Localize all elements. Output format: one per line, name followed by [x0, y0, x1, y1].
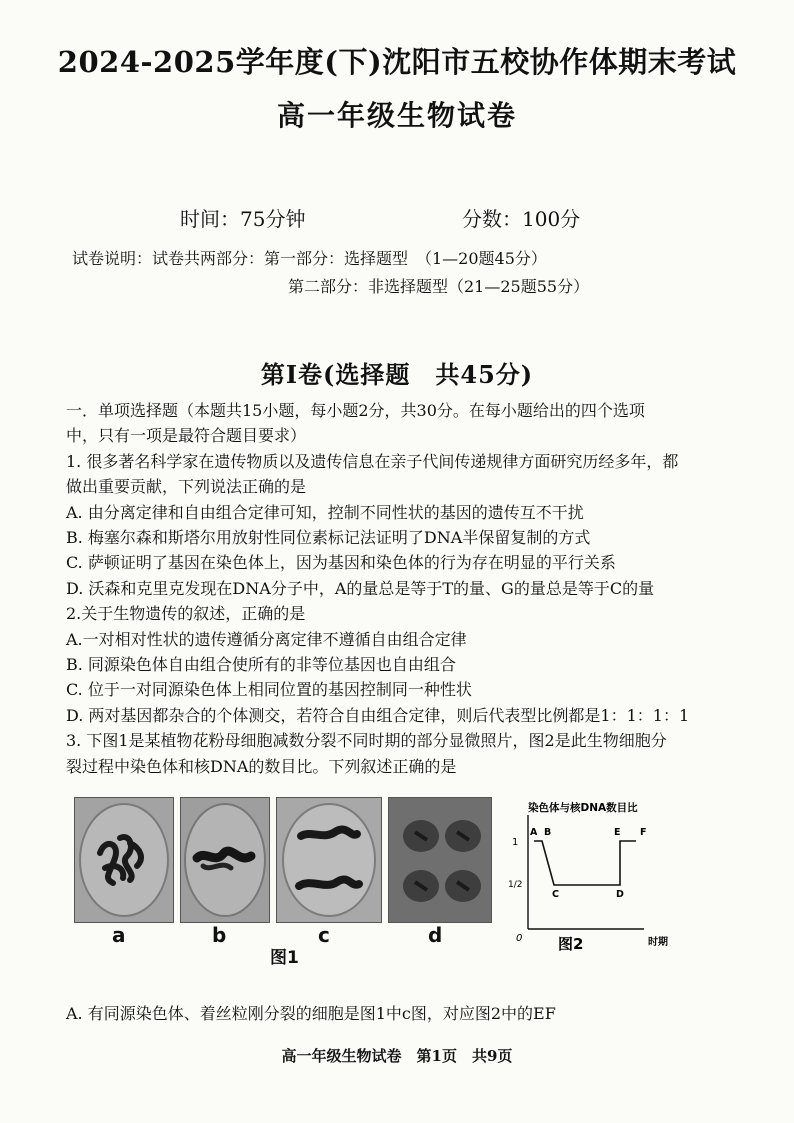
- micrograph-c: [276, 797, 382, 923]
- chart-xlabel: 时期: [648, 937, 668, 948]
- exam-note-line1: 试卷说明：试卷共两部分：第一部分：选择题型 （1—20题45分）: [72, 249, 547, 268]
- chart-origin: 0: [516, 933, 523, 944]
- text-line: 做出重要贡献，下列说法正确的是: [66, 477, 307, 497]
- figure1-caption: 图1: [270, 948, 299, 968]
- chart-series-line: [534, 841, 636, 885]
- text-line: D. 两对基因都杂合的个体测交，若符合自由组合定律，则后代表型比例都是1：1：1：1: [66, 705, 690, 725]
- figure1-label-d: d: [428, 923, 443, 947]
- chart-caption: 图2: [558, 935, 584, 953]
- micrograph-d: [388, 797, 492, 923]
- text-line: 裂过程中染色体和核DNA的数目比。下列叙述正确的是: [66, 756, 457, 776]
- figure1-label-c: c: [318, 923, 330, 947]
- chart-ylabel: 染色体与核DNA数目比: [528, 802, 638, 814]
- text-line: D. 沃森和克里克发现在DNA分子中，A的量总是等于T的量、G的量总是等于C的量: [66, 578, 655, 598]
- chart-y-tick-half: 1/2: [508, 880, 523, 890]
- exam-score: 分数：100分: [462, 207, 581, 231]
- figure1-label-b: b: [212, 923, 227, 947]
- chart-point-label-A: A: [530, 827, 538, 838]
- text-line: 3. 下图1是某植物花粉母细胞减数分裂不同时期的部分显微照片，图2是此生物细胞分: [66, 731, 667, 751]
- micrograph-a: [74, 797, 174, 923]
- text-line: A. 由分离定律和自由组合定律可知，控制不同性状的基因的遗传互不干扰: [66, 502, 584, 522]
- chart-point-label-D: D: [616, 889, 624, 900]
- option-a-line: A. 有同源染色体、着丝粒刚分裂的细胞是图1中c图，对应图2中的EF: [66, 1004, 556, 1023]
- text-line: 2.关于生物遗传的叙述，正确的是: [66, 604, 306, 624]
- chart-point-label-F: F: [640, 827, 647, 838]
- text-line: C. 位于一对同源染色体上相同位置的基因控制同一种性状: [66, 680, 472, 700]
- text-line: C. 萨顿证明了基因在染色体上，因为基因和染色体的行为存在明显的平行关系: [66, 553, 616, 573]
- figure-area: [74, 797, 714, 967]
- exam-time: 时间：75分钟: [180, 207, 306, 231]
- chart-point-label-B: B: [544, 827, 552, 838]
- micrograph-b: [180, 797, 270, 923]
- section-title: 第Ⅰ卷(选择题 共45分): [260, 360, 534, 389]
- text-line: B. 梅塞尔森和斯塔尔用放射性同位素标记法证明了DNA半保留复制的方式: [66, 528, 591, 548]
- chart-point-label-C: C: [552, 889, 559, 900]
- question-body: [66, 398, 726, 779]
- text-line: 中，只有一项是最符合题目要求）: [66, 426, 307, 446]
- chart-point-label-E: E: [614, 827, 621, 838]
- figure1-label-a: a: [112, 923, 126, 947]
- chart-y-tick-1: 1: [512, 837, 519, 848]
- text-line: 1. 很多著名科学家在遗传物质以及遗传信息在亲子代间传递规律方面研究历经多年，都: [66, 451, 679, 471]
- exam-title: 2024-2025学年度(下)沈阳市五校协作体期末考试: [57, 45, 737, 79]
- page-footer: 高一年级生物试卷 第1页 共9页: [281, 1047, 513, 1065]
- text-line: 一．单项选择题（本题共15小题，每小题2分，共30分。在每小题给出的四个选项: [66, 401, 645, 420]
- figure2-chart: [508, 797, 714, 957]
- exam-note-line2: 第二部分：非选择题型（21—25题55分）: [288, 277, 590, 296]
- text-line: A.一对相对性状的遗传遵循分离定律不遵循自由组合定律: [66, 629, 467, 649]
- text-line: B. 同源染色体自由组合使所有的非等位基因也自由组合: [66, 655, 456, 675]
- exam-subtitle: 高一年级生物试卷: [276, 99, 517, 132]
